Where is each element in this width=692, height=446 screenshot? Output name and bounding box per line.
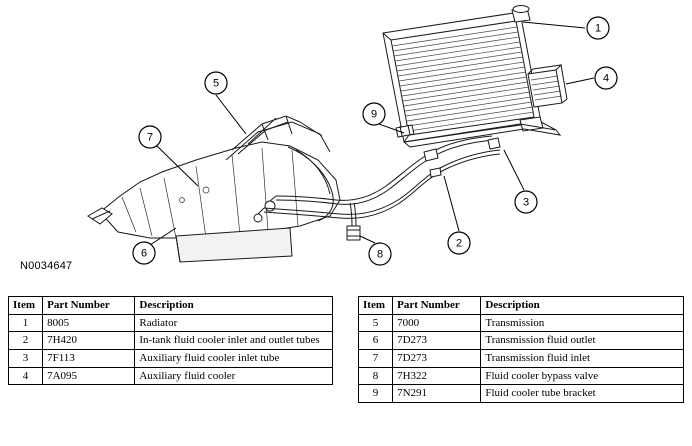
header-item: Item [9,297,43,315]
header-item: Item [359,297,393,315]
cell-part-number: 7A095 [43,367,135,385]
cell-item: 9 [359,385,393,403]
table-row [359,332,684,350]
cell-description: Transmission fluid inlet [481,349,684,367]
header-part-number: Part Number [43,297,135,315]
table-header-row [359,297,684,315]
table-row [9,332,333,350]
table-row [359,367,684,385]
cell-item: 2 [9,332,43,350]
cell-part-number: 7F113 [43,349,135,367]
cell-description: Radiator [135,314,333,332]
table-row [359,385,684,403]
callout-label-5: 5 [212,77,220,90]
header-description: Description [481,297,684,315]
callout-label-7: 7 [146,131,154,144]
cell-part-number: 7N291 [393,385,481,403]
cell-description: Auxiliary fluid cooler [135,367,333,385]
cell-item: 7 [359,349,393,367]
auxiliary-fluid-cooler [528,65,567,107]
table-header-row [9,297,333,315]
table-row [9,349,333,367]
callout-label-1: 1 [594,22,602,35]
callout-label-2: 2 [455,237,463,250]
callout-label-4: 4 [602,72,610,85]
cell-part-number: 7000 [393,314,481,332]
cell-part-number: 7D273 [393,332,481,350]
parts-table-left [8,296,333,385]
cell-item: 3 [9,349,43,367]
cell-item: 5 [359,314,393,332]
cell-part-number: 7H322 [393,367,481,385]
callout-label-9: 9 [370,108,378,121]
cell-description: Transmission [481,314,684,332]
cell-part-number: 8005 [43,314,135,332]
table-row [9,367,333,385]
cell-description: Fluid cooler tube bracket [481,385,684,403]
table-row [9,314,333,332]
callout-label-8: 8 [376,248,384,261]
cell-description: In-tank fluid cooler inlet and outlet tubes [135,332,333,350]
cell-part-number: 7D273 [393,349,481,367]
transmission-assembly [88,116,340,262]
figure-id-label: N0034647 [20,260,73,272]
cell-part-number: 7H420 [43,332,135,350]
cell-description: Auxiliary fluid cooler inlet tube [135,349,333,367]
table-row [359,349,684,367]
cell-item: 4 [9,367,43,385]
cell-item: 8 [359,367,393,385]
callout-label-6: 6 [140,247,148,260]
cell-item: 6 [359,332,393,350]
parts-table-right [358,296,684,403]
header-description: Description [135,297,333,315]
table-row [359,314,684,332]
cell-description: Transmission fluid outlet [481,332,684,350]
cell-item: 1 [9,314,43,332]
cell-description: Fluid cooler bypass valve [481,367,684,385]
callout-label-3: 3 [522,196,530,209]
header-part-number: Part Number [393,297,481,315]
